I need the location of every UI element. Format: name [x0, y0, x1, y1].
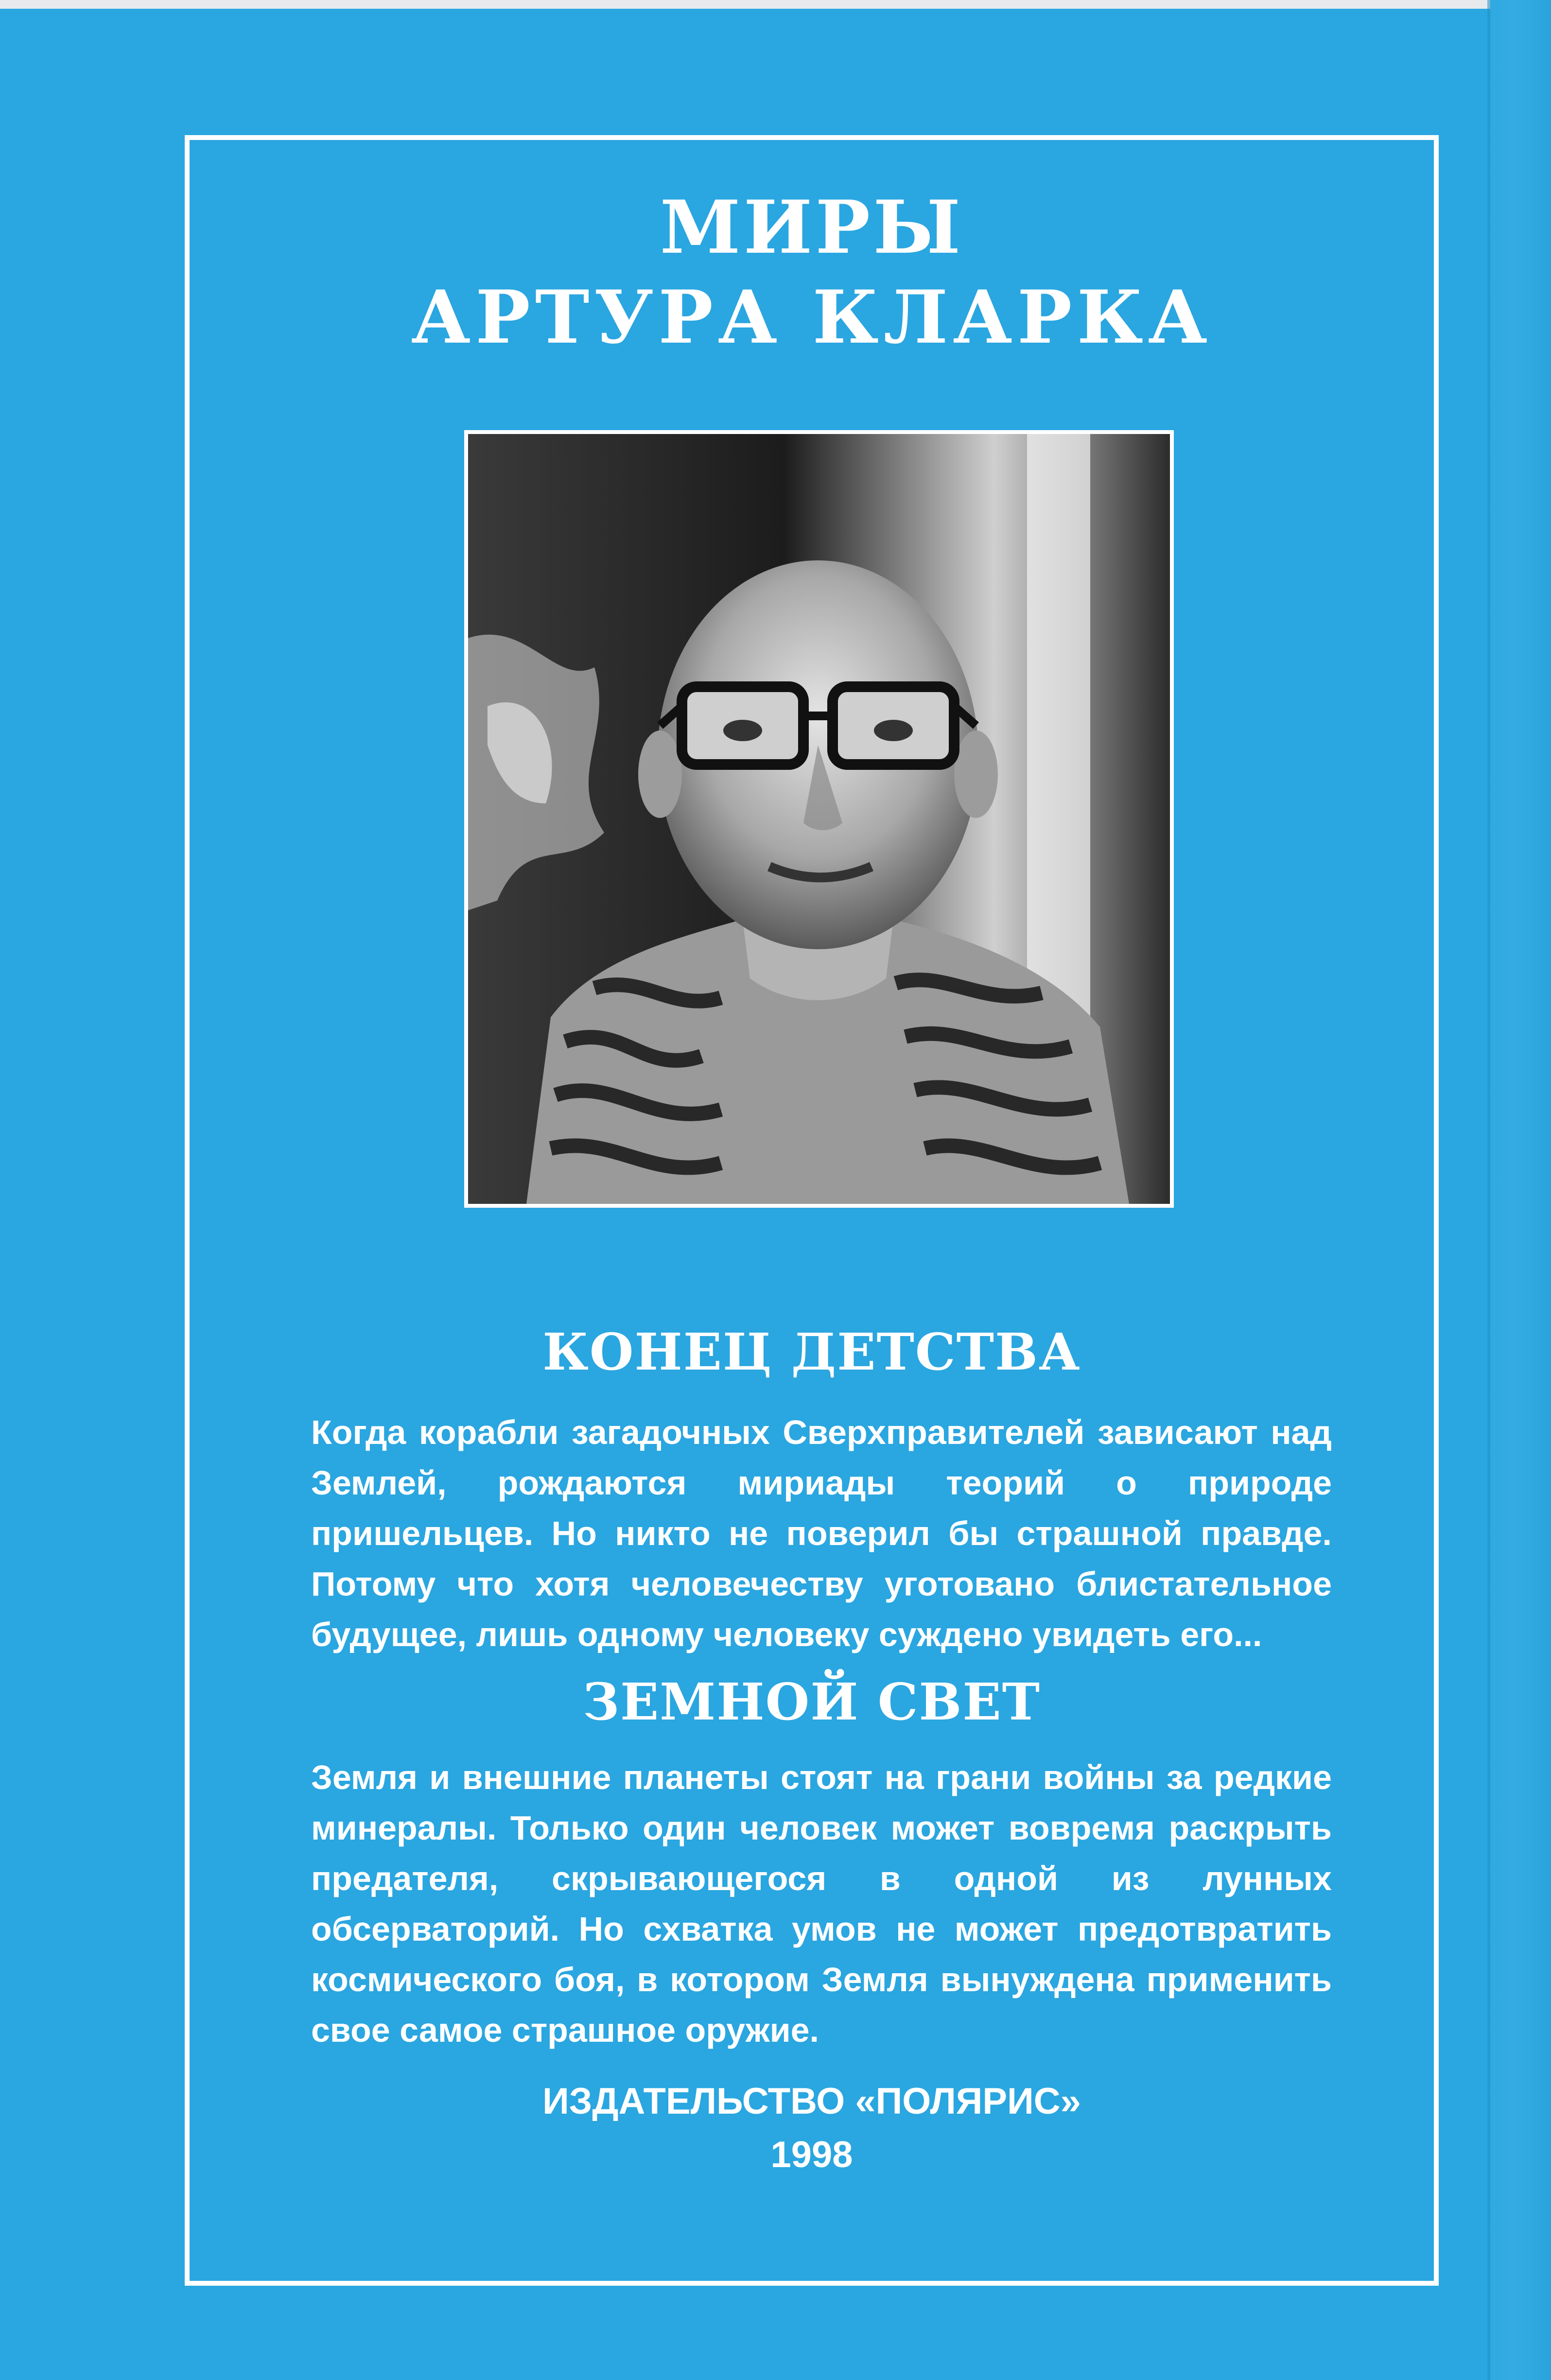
publication-year: 1998: [770, 2134, 853, 2175]
author-portrait: [464, 430, 1174, 1208]
section-description-1: Когда корабли загадочных Сверхправителей зависают над Землей, рождаются мириады теорий о природе пришельцев. Но никто не поверил бы страшной правде. Потому что хотя человечеству уготовано блистательное будущее, лишь одному человеку суждено увидеть его...: [311, 1413, 1332, 1653]
series-title-line2: АРТУРА КЛАРКА: [411, 275, 1213, 360]
book-spine: [1490, 0, 1551, 2380]
section-heading-2: ЗЕМНОЙ СВЕТ: [582, 1672, 1041, 1732]
portrait-image: [468, 434, 1170, 1204]
page-edge: [0, 0, 1551, 9]
section-description-2: Земля и внешние планеты стоят на грани войны за редкие минералы. Только один человек может вовремя раскрыть предателя, скрывающегося в одной из лунных обсерваторий. Но схватка умов не может предотвратить космического боя, в котором Земля вынуждена применить свое самое страшное оружие.: [311, 1758, 1332, 2049]
section-heading-1: КОНЕЦ ДЕТСТВА: [542, 1322, 1081, 1382]
series-title-line1: МИРЫ: [660, 185, 964, 270]
publisher-name: ИЗДАТЕЛЬСТВО «ПОЛЯРИС»: [542, 2081, 1081, 2122]
